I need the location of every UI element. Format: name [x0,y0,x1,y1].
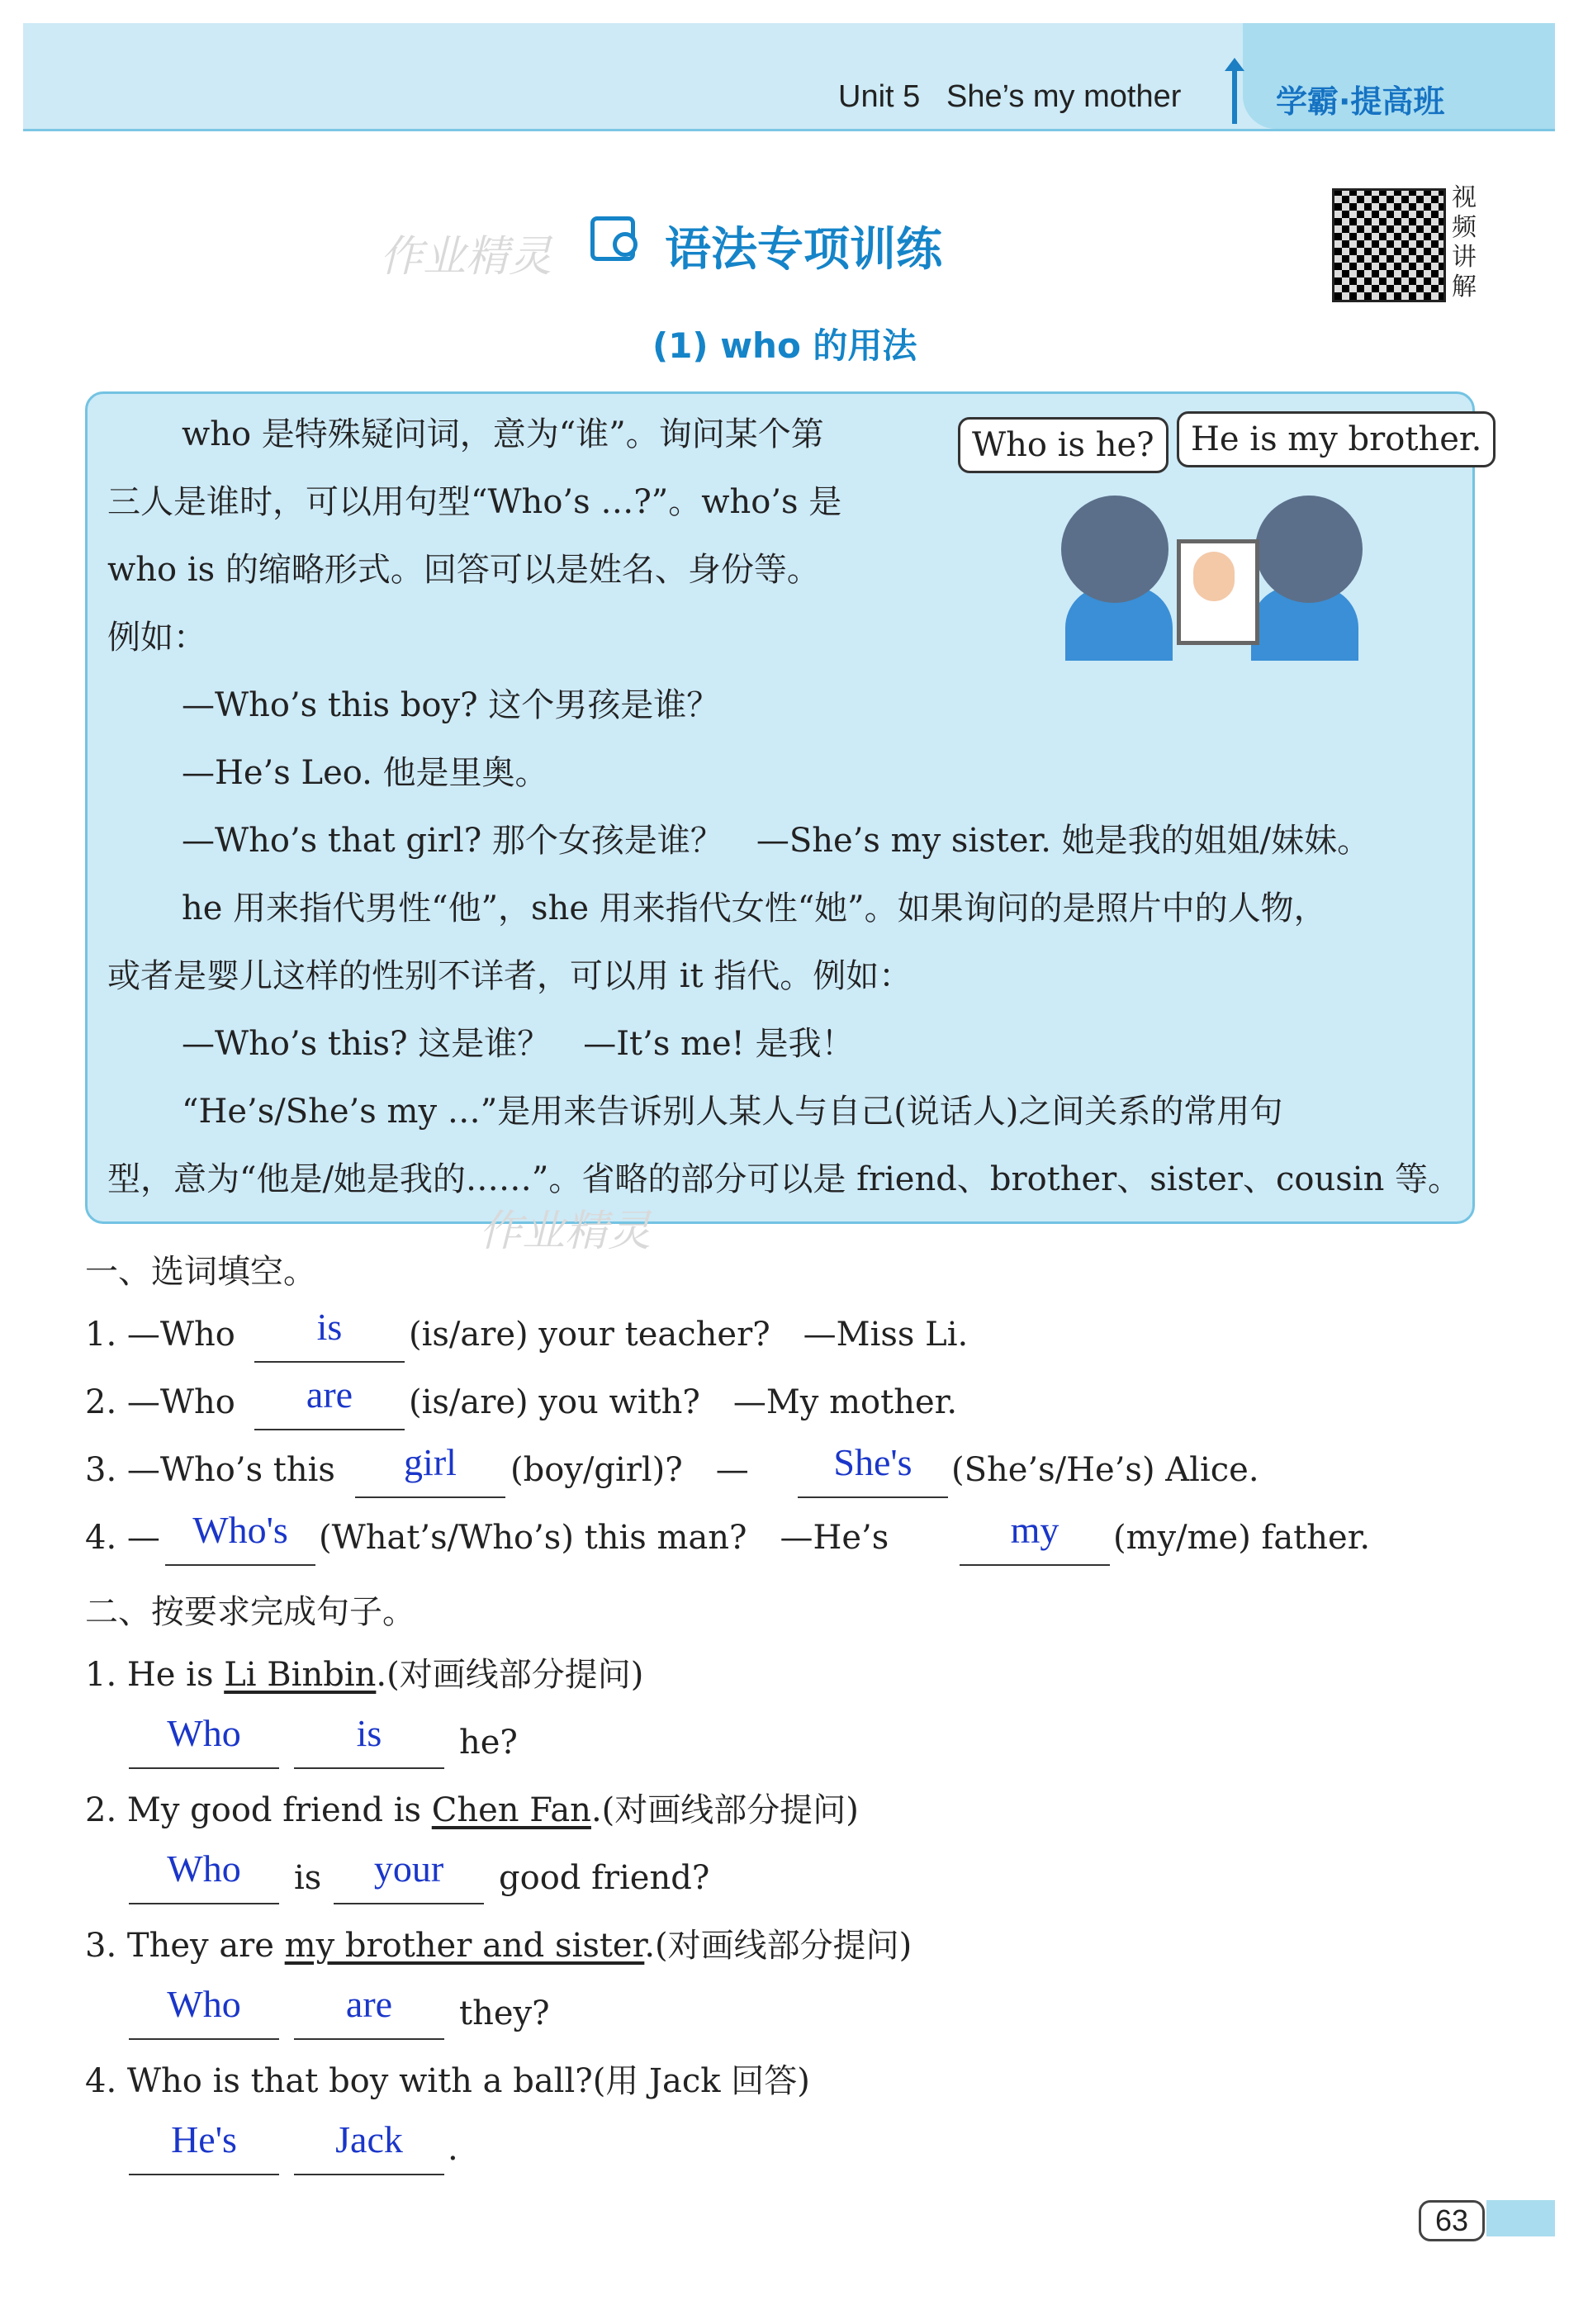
answer-blank[interactable] [960,1564,1110,1566]
answer-blank[interactable] [294,1767,444,1769]
answer-text: Who [167,1712,241,1754]
explain-line: who 是特殊疑问词，意为“谁”。询问某个第 [182,415,824,453]
explain-line: 或者是婴儿这样的性别不详者，可以用 it 指代。例如： [107,957,913,995]
q2-1-tail: he? [459,1724,518,1762]
part1-heading: 一、选词填空。 [85,1253,316,1291]
q2-4: 4. Who is that boy with a ball?(用 Jack 回答) [85,2062,810,2100]
q2-2: 2. My good friend is Chen Fan.(对画线部分提问) [85,1791,859,1829]
answer-blank[interactable] [294,2038,444,2040]
answer-text: is [356,1712,382,1754]
answer-blank[interactable] [129,1767,279,1769]
explain-line: he 用来指代男性“他”，she 用来指代女性“她”。如果询问的是照片中的人物， [182,889,1327,927]
photo-face [1193,552,1235,601]
boy-right-head [1255,496,1363,603]
answer-blank[interactable] [129,1903,279,1904]
q1-3-mid: (boy/girl)? — [510,1451,749,1489]
answer-blank[interactable] [129,2174,279,2175]
explain-line: who is 的缩略形式。回答可以是姓名、身份等。 [107,551,820,589]
q1-3: 3. —Who’s this [85,1451,335,1489]
q1-4: 4. — [85,1519,160,1557]
q1-2-post: (is/are) you with? —My mother. [409,1383,958,1421]
explain-line: —Who’s this? 这是谁？ —It’s me! 是我！ [182,1025,855,1063]
up-arrow-icon [1232,68,1237,124]
answer-text: Jack [335,2118,403,2160]
answer-text: my [1010,1509,1059,1551]
q1-1-post: (is/are) your teacher? —Miss Li. [409,1316,969,1354]
answer-blank[interactable] [254,1429,405,1430]
q1-3-post: (She’s/He’s) Alice. [951,1451,1259,1489]
unit-label: Unit 5 She’s my mother [838,79,1182,114]
magnifier-icon [590,216,635,261]
explain-line: “He’s/She’s my …”是用来告诉别人某人与自己(说话人)之间关系的常用句 [182,1093,1283,1131]
answer-blank[interactable] [254,1361,405,1363]
part2-heading: 二、按要求完成句子。 [85,1593,415,1631]
answer-blank[interactable] [798,1496,948,1498]
answer-blank[interactable] [334,1903,484,1904]
q2-3: 3. They are my brother and sister.(对画线部分提问) [85,1927,913,1965]
answer-text: is [316,1306,343,1348]
answer-blank[interactable] [165,1564,315,1566]
q1-2: 2. —Who [85,1383,235,1421]
q1-4-mid: (What’s/Who’s) this man? —He’s [319,1519,889,1557]
q2-4-tail: . [448,2130,458,2168]
page-tab [1486,2200,1555,2236]
answer-text: girl [404,1441,457,1483]
q1-4-post: (my/me) father. [1113,1519,1371,1557]
page-number: 63 [1419,2200,1485,2241]
answer-blank[interactable] [355,1496,505,1498]
section-title: 语法专项训练 [665,223,942,277]
q2-1: 1. He is Li Binbin.(对画线部分提问) [85,1656,644,1694]
answer-text: She's [833,1441,913,1483]
answer-text: are [306,1373,353,1416]
qr-label: 视频讲解 [1452,183,1477,301]
qr-code[interactable] [1332,188,1446,302]
explain-line: —He’s Leo. 他是里奥。 [182,754,548,792]
answer-text: Who [167,1983,241,2025]
speech-bubble-left: Who is he? [958,417,1168,473]
explain-line: —Who’s this boy? 这个男孩是谁？ [182,686,720,724]
answer-text: Who [167,1847,241,1890]
brand-label: 学霸·提高班 [1276,83,1445,120]
watermark: 作业精灵 [479,1207,652,1256]
speech-bubble-right: He is my brother. [1177,411,1496,467]
watermark: 作业精灵 [380,232,552,282]
answer-text: He's [171,2118,237,2160]
explain-line: 型，意为“他是/她是我的……”。省略的部分可以是 friend、brother、sister、cousin 等。 [107,1160,1462,1198]
answer-text: are [345,1983,393,2025]
answer-text: Who's [192,1509,288,1551]
q2-3-tail: they? [459,1994,550,2032]
explain-line: 例如： [107,619,206,657]
explain-line: 三人是谁时，可以用句型“Who’s …?”。who’s 是 [107,483,842,521]
q2-2-mid: is [294,1859,322,1897]
q1-1: 1. —Who [85,1316,235,1354]
boy-left-head [1061,496,1168,603]
q2-2-tail: good friend? [499,1859,710,1897]
explain-line: —Who’s that girl? 那个女孩是谁？ —She’s my sister. 她是我的姐姐/妹妹。 [182,822,1371,860]
section-subtitle: (1) who 的用法 [652,325,917,366]
answer-text: your [373,1847,444,1890]
answer-blank[interactable] [294,2174,444,2175]
answer-blank[interactable] [129,2038,279,2040]
